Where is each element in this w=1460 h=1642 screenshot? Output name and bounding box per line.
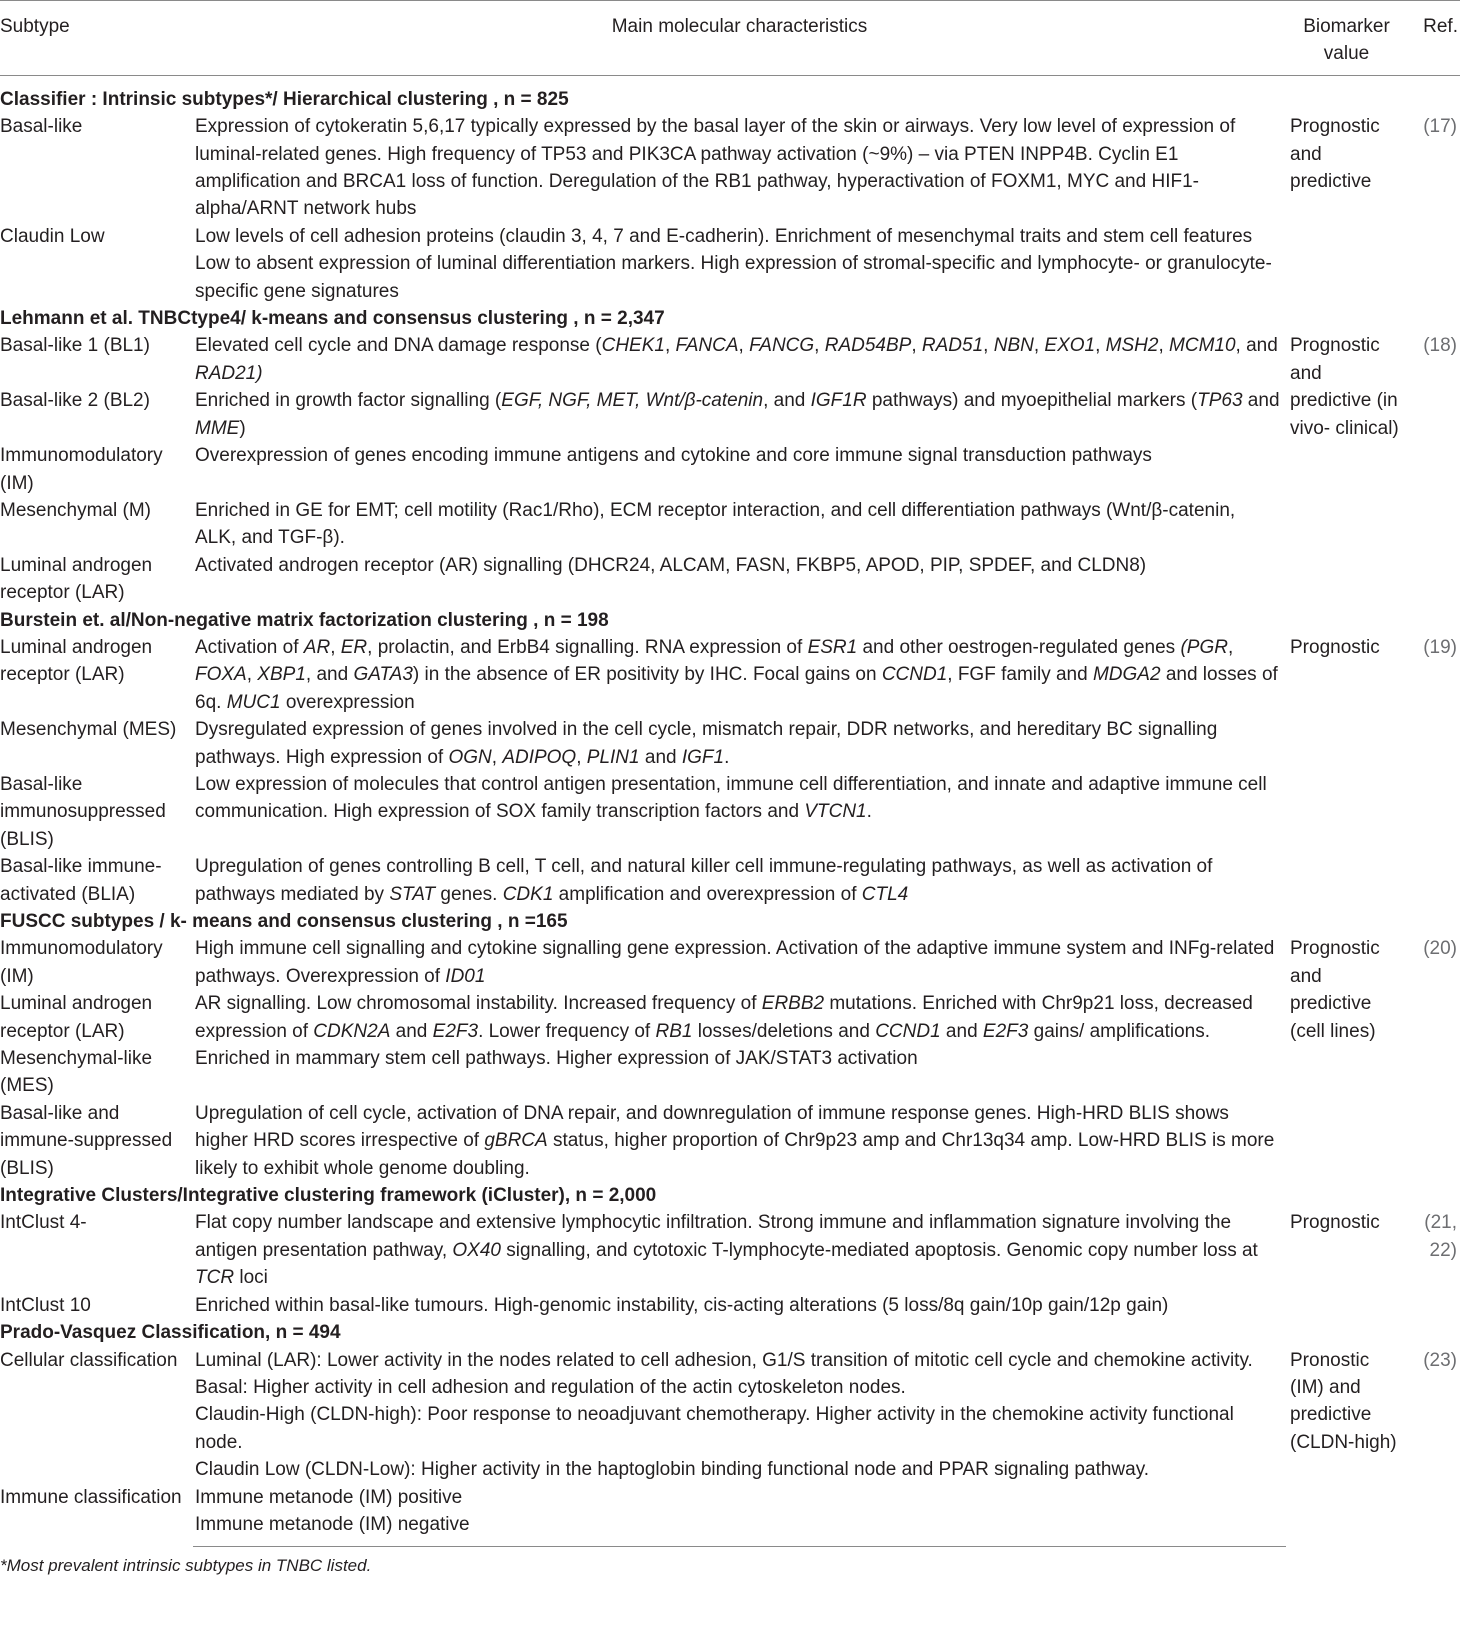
biomarker-cell: Prognostic and predictive — [1290, 116, 1380, 193]
reference-cell: (18) — [1423, 335, 1457, 357]
table-row — [0, 771, 1460, 853]
table-row — [0, 634, 1460, 716]
table-row — [0, 1045, 1460, 1100]
table-row — [0, 1209, 1460, 1291]
header-subtype: Subtype — [0, 1, 193, 76]
table-row — [0, 113, 1460, 223]
characteristics-cell: Flat copy number landscape and extensive lymphocytic infiltration. Strong immune and inflammation signature involving the antigen presentation pathway, OX40 signalling, and cytotoxic T-lymphocyte-mediated apoptosis. Genomic copy number loss at TCR loci — [195, 1212, 1258, 1289]
subtype-cell: Immunomodulatory (IM) — [0, 938, 163, 987]
table-row — [0, 1100, 1460, 1182]
reference-cell: (19) — [1423, 636, 1457, 658]
table-row — [0, 1292, 1460, 1319]
section-header-row — [0, 75, 1460, 113]
characteristics-cell: Enriched in mammary stem cell pathways. Higher expression of JAK/STAT3 activation — [195, 1048, 918, 1070]
characteristics-cell: Claudin Low (CLDN-Low): Higher activity in the haptoglobin binding functional node and PPAR signaling pathway. — [195, 1459, 1150, 1481]
subtype-cell: IntClust 10 — [0, 1294, 91, 1316]
section-header-row — [0, 305, 1460, 332]
subtype-cell: Basal-like immune-activated (BLIA) — [0, 856, 162, 905]
characteristics-cell: High immune cell signalling and cytokine signalling gene expression. Activation of the adaptive immune system and INFg-related pathways. Overexpression of ID01 — [195, 938, 1275, 987]
characteristics-cell: Expression of cytokeratin 5,6,17 typically expressed by the basal layer of the skin or airways. Very low level of expression of luminal-related genes. High frequency of TP53 and PIK3CA pathway activation (~9%) – via PTEN INPP4B. Cyclin E1 amplification and BRCA1 loss of function. Deregulation of the RB1 pathway, hyperactivation of FOXM1, MYC and HIF1-alpha/ARNT network hubs — [195, 116, 1236, 220]
characteristics-cell: Immune metanode (IM) positive — [195, 1486, 463, 1508]
table-row — [0, 387, 1460, 442]
characteristics-cell: Overexpression of genes encoding immune antigens and cytokine and core immune signal transduction pathways — [195, 445, 1152, 467]
section-title: FUSCC subtypes / k- means and consensus clustering , n =165 — [0, 911, 568, 932]
subtype-cell: Immunomodulatory (IM) — [0, 445, 163, 494]
header-biomarker-value: Biomarker value — [1286, 1, 1407, 76]
biomarker-cell: Prognostic and predictive (cell lines) — [1290, 938, 1380, 1042]
table-footnote: *Most prevalent intrinsic subtypes in TNBC listed. — [0, 1556, 372, 1576]
characteristics-cell: Upregulation of genes controlling B cell, T cell, and natural killer cell immune-regulating pathways, as well as activation of pathways mediated by STAT genes. CDK1 amplification and overexpression of CTL4 — [195, 856, 1213, 905]
table-row — [0, 1347, 1460, 1374]
table-row — [0, 990, 1460, 1045]
biomarker-cell: Prognostic and predictive (in vivo- clinical) — [1290, 335, 1399, 439]
characteristics-cell: Basal: Higher activity in cell adhesion and regulation of the actin cytoskeleton nodes. — [195, 1376, 906, 1398]
header-main-characteristics: Main molecular characteristics — [193, 1, 1286, 76]
characteristics-cell: Enriched in GE for EMT; cell motility (Rac1/Rho), ECM receptor interaction, and cell differentiation pathways (Wnt/β-catenin, ALK, and TGF-β). — [195, 499, 1236, 549]
characteristics-cell: Enriched in growth factor signalling (EGF, NGF, MET, Wnt/β-catenin, and IGF1R pathways) and myoepithelial markers (TP63 and MME) — [195, 390, 1280, 439]
table-header — [0, 1, 1460, 76]
table-row — [0, 1401, 1460, 1456]
subtype-cell: Luminal androgen receptor (LAR) — [0, 554, 153, 604]
table-row — [0, 1511, 1460, 1547]
section-title: Integrative Clusters/Integrative clustering framework (iCluster), n = 2,000 — [0, 1185, 657, 1207]
subtype-cell: Luminal androgen receptor (LAR) — [0, 993, 153, 1042]
subtype-cell: Mesenchymal (M) — [0, 499, 151, 521]
table-row — [0, 935, 1460, 990]
section-header-row — [0, 1319, 1460, 1346]
characteristics-cell: Elevated cell cycle and DNA damage response (CHEK1, FANCA, FANCG, RAD54BP, RAD51, NBN, EXO1, MSH2, MCM10, and RAD21) — [195, 335, 1278, 384]
table-row — [0, 1456, 1460, 1483]
section-header-row — [0, 607, 1460, 634]
subtype-cell: IntClust 4- — [0, 1212, 87, 1234]
characteristics-cell: Immune metanode (IM) negative — [193, 1511, 1286, 1547]
reference-cell: (21, 22) — [1424, 1212, 1457, 1261]
subtype-cell: Basal-like 1 (BL1) — [0, 335, 150, 357]
subtype-cell: Cellular classification — [0, 1349, 178, 1371]
characteristics-cell: Activation of AR, ER, prolactin, and ErbB4 signalling. RNA expression of ESR1 and other oestrogen-regulated genes (PGR, FOXA, XBP1, and GATA3) in the absence of ER positivity by IHC. Focal gains on CCND1, FGF family and MDGA2 and losses of 6q. MUC1 overexpression — [195, 636, 1278, 713]
subtype-cell: Basal-like immunosuppressed (BLIS) — [0, 773, 166, 850]
subtype-cell: Mesenchymal (MES) — [0, 719, 177, 741]
section-title: Lehmann et al. TNBCtype4/ k-means and consensus clustering , n = 2,347 — [0, 308, 665, 330]
section-title: Classifier : Intrinsic subtypes*/ Hierarchical clustering , n = 825 — [0, 88, 569, 110]
table-row — [0, 716, 1460, 771]
subtype-cell: Claudin Low — [0, 225, 105, 247]
table-body — [0, 75, 1460, 1547]
section-header-row — [0, 1182, 1460, 1209]
subtype-cell: Basal-like and immune-suppressed (BLIS) — [0, 1102, 173, 1179]
biomarker-cell: Prognostic — [1290, 636, 1380, 658]
section-title: Prado-Vasquez Classification, n = 494 — [0, 1322, 341, 1344]
table-row — [0, 1374, 1460, 1401]
characteristics-cell: Dysregulated expression of genes involved in the cell cycle, mismatch repair, DDR networks, and hereditary BC signalling pathways. High expression of OGN, ADIPOQ, PLIN1 and IGF1. — [195, 719, 1218, 768]
subtype-cell: Luminal androgen receptor (LAR) — [0, 636, 153, 686]
reference-cell: (20) — [1423, 938, 1457, 960]
subtype-cell: Mesenchymal-like (MES) — [0, 1048, 153, 1097]
table-row — [0, 223, 1460, 305]
section-header-row — [0, 908, 1460, 935]
characteristics-cell: Luminal (LAR): Lower activity in the nodes related to cell adhesion, G1/S transition of mitotic cell cycle and chemokine activity. — [195, 1349, 1253, 1371]
characteristics-cell: Claudin-High (CLDN-high): Poor response to neoadjuvant chemotherapy. Higher activity in the chemokine activity functional node. — [195, 1404, 1234, 1453]
characteristics-cell: Enriched within basal-like tumours. High-genomic instability, cis-acting alterations (5 loss/8q gain/10p gain/12p gain) — [195, 1294, 1169, 1316]
characteristics-cell: Low expression of molecules that control antigen presentation, immune cell differentiation, and innate and adaptive immune cell communication. High expression of SOX family transcription factors and VTCN1. — [195, 773, 1267, 823]
table-row — [0, 497, 1460, 552]
table-row — [0, 442, 1460, 497]
table-row — [0, 853, 1460, 908]
table-row — [0, 552, 1460, 607]
reference-cell: (17) — [1423, 116, 1457, 138]
reference-cell: (23) — [1423, 1349, 1457, 1371]
subtype-cell: Basal-like — [0, 116, 83, 138]
biomarker-cell: Prognostic — [1290, 1212, 1380, 1234]
table-row — [0, 332, 1460, 387]
biomarker-cell: Pronostic (IM) and predictive (CLDN-high) — [1290, 1349, 1397, 1453]
characteristics-cell: AR signalling. Low chromosomal instability. Increased frequency of ERBB2 mutations. Enriched with Chr9p21 loss, decreased expression of CDKN2A and E2F3. Lower frequency of RB1 losses/deletions and CCND1 and E2F3 gains/ amplifications. — [195, 993, 1253, 1042]
characteristics-cell: Upregulation of cell cycle, activation of DNA repair, and downregulation of immune response genes. High-HRD BLIS shows higher HRD scores irrespective of gBRCA status, higher proportion of Chr9p23 amp and Chr13q34 amp. Low-HRD BLIS is more likely to exhibit whole genome doubling. — [195, 1102, 1275, 1179]
subtype-cell: Immune classification — [0, 1486, 182, 1508]
table-row — [0, 1484, 1460, 1511]
section-title: Burstein et. al/Non-negative matrix factorization clustering , n = 198 — [0, 609, 609, 631]
header-ref: Ref. — [1407, 1, 1460, 76]
characteristics-cell: Low levels of cell adhesion proteins (claudin 3, 4, 7 and E-cadherin). Enrichment of mesenchymal traits and stem cell features Low to absent expression of luminal differentiation markers. High expression of stromal-specific and lymphocyte- or granulocyte-specific gene signatures — [195, 225, 1272, 302]
characteristics-cell: Activated androgen receptor (AR) signalling (DHCR24, ALCAM, FASN, FKBP5, APOD, PIP, SPDEF, and CLDN8) — [195, 554, 1147, 576]
subtype-cell: Basal-like 2 (BL2) — [0, 390, 150, 412]
